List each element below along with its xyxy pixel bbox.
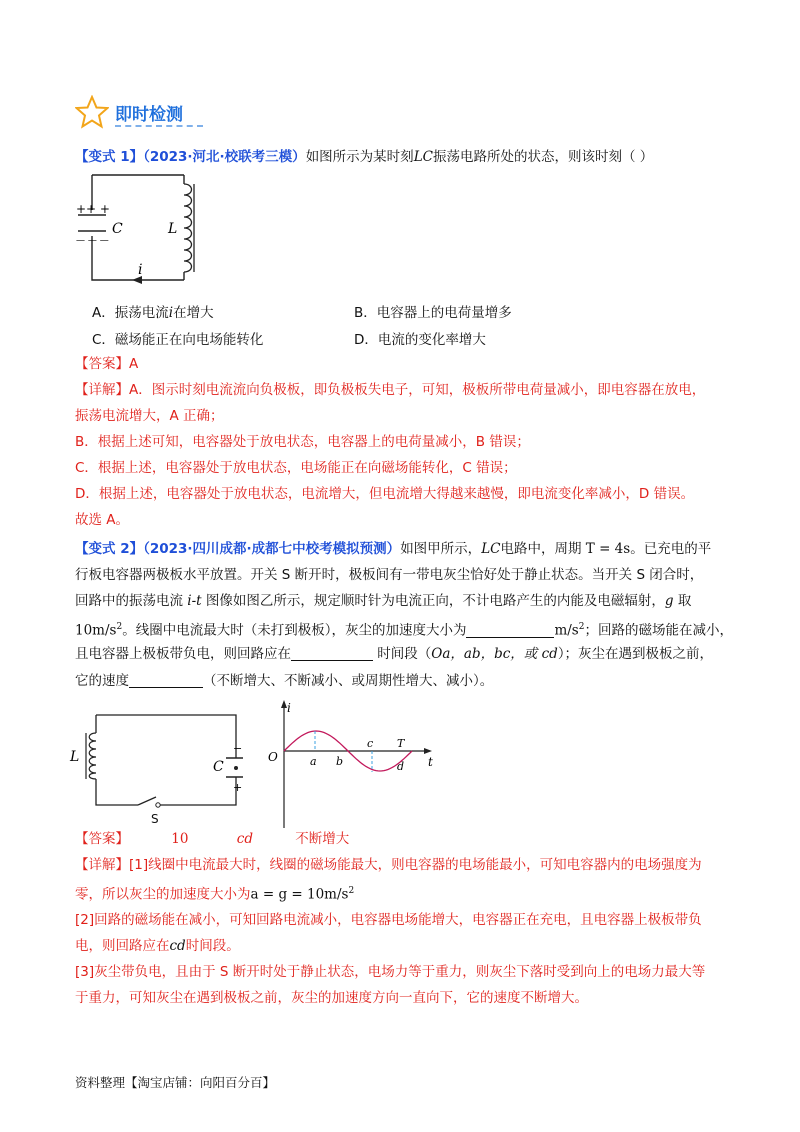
- q2-detail-1-text: [1]线圈中电流最大时，线圈的磁场能最大，则电容器的电场能最小，可知电容器内的电场强度为: [129, 857, 702, 873]
- q2-l4-sup2: 2: [578, 622, 585, 632]
- q2-point-b: b: [336, 755, 344, 768]
- q1-detail-1-text: A．图示时刻电流流向负极板，即负极板失电子，可知，极板所带电荷量减小，即电容器在放电，: [129, 382, 706, 398]
- q2-answer: [75, 830, 349, 848]
- q2-l6-b: （不断增大、不断减小、或周期性增大、减小）。: [203, 673, 494, 689]
- q2-label-l: L: [70, 749, 80, 765]
- q2-source: （2023·四川成都·成都七中校考模拟预测）: [143, 541, 401, 557]
- q1-option-a: [92, 301, 214, 321]
- q2-answer-2: cd: [236, 831, 253, 847]
- q2-point-a: a: [310, 755, 317, 768]
- q2-detail-3: [2]回路的磁场能在减小，可知回路电流减小，电容器电场能增大，电容器正在充电，且电容器上极板带负: [75, 912, 702, 928]
- q2-label-plus: +: [233, 781, 243, 794]
- q1-stem-text: 如图所示为某时刻: [305, 149, 414, 165]
- q2-point-d: d: [397, 760, 405, 773]
- q1-detail-2: 振荡电流增大，A 正确；: [75, 408, 224, 424]
- q1-answer: [75, 355, 138, 373]
- q1-detail-5: D．根据上述，电容器处于放电状态，电流增大，但电流增大得越来越慢，即电流变化率减小，D 错误。: [75, 486, 695, 502]
- q2-blank-2[interactable]: [291, 646, 373, 661]
- q2-l6-a: 它的速度: [75, 673, 129, 689]
- q2-detail-4-text-b: 时间段。: [185, 938, 240, 954]
- q2-l5-a: 且电容器上极板带负电，则回路应在: [75, 646, 291, 662]
- q2-axis-i: i: [287, 701, 291, 715]
- q2-detail-4-text: 电，则回路应在: [75, 938, 170, 954]
- q2-detail-4: [75, 937, 240, 955]
- q2-detail-5: [3]灰尘带负电，且由于 S 断开时处于静止状态，电场力等于重力，则灰尘下落时受到向上的电场力最大等: [75, 964, 706, 980]
- q2-l3-b: 图像如图乙所示，规定顺时针为电流正向，不计电路产生的内能及电磁辐射，: [201, 593, 665, 609]
- q2-l4-c: ；回路的磁场能在减小，: [584, 622, 733, 639]
- q1-option-b: B．电容器上的电荷量增多: [354, 305, 512, 321]
- q2-l1-c: 。已充电的平: [630, 541, 712, 557]
- q1-option-a-text-b: 在增大: [173, 305, 214, 321]
- q2-detail-2-eq: a = g = 10m/s: [250, 886, 349, 903]
- q2-l3-g: g: [664, 593, 674, 609]
- q2-point-c: c: [367, 737, 374, 750]
- q2-blank-1[interactable]: [466, 623, 554, 638]
- q1-option-c: C．磁场能正在向电场能转化: [92, 332, 264, 348]
- q2-label-c: C: [213, 759, 224, 775]
- q2-l5-c: ）；灰尘在遇到极板之前，: [557, 646, 714, 662]
- q1-label-i: i: [138, 262, 143, 278]
- q2-circuit-figure: [68, 705, 243, 810]
- q2-blank-3[interactable]: [129, 673, 203, 688]
- q2-l4-a: 10m/s: [75, 622, 117, 639]
- q2-detail-label: 【详解】: [75, 857, 129, 873]
- section-header: [75, 95, 205, 131]
- q2-it-graph: [262, 698, 437, 838]
- q1-circuit-figure: [72, 170, 212, 285]
- q1-stem: [75, 148, 653, 166]
- q2-line-2: 行板电容器两极板水平放置。开关 S 断开时，极板间有一带电灰尘恰好处于静止状态。当开关 S 闭合时，: [75, 567, 704, 583]
- q2-l3-a: 回路中的振荡电流: [75, 593, 188, 609]
- q1-source: （2023·河北·校联考三模）: [143, 149, 306, 165]
- q2-l5-opts: Oa，ab，bc，或 cd: [431, 646, 558, 662]
- q1-minus-signs: — — —: [76, 236, 109, 246]
- q2-answer-label: 【答案】: [75, 831, 129, 847]
- q2-detail-2: [75, 882, 354, 904]
- q2-detail-1: [75, 856, 702, 874]
- q2-l4-sup: 2: [116, 622, 123, 632]
- q2-l4-b: 。线圈中电流最大时（未打到极板），灰尘的加速度大小为: [122, 622, 467, 639]
- q2-period-t: T: [397, 737, 405, 750]
- section-title: 即时检测: [115, 105, 183, 125]
- q1-plus-signs: ++ +: [76, 202, 110, 216]
- q2-period: T = 4s: [585, 541, 631, 557]
- q2-l4-unit: m/s: [554, 622, 579, 639]
- q2-l5-b: 时间段（: [373, 646, 432, 662]
- q2-axis-t: t: [428, 755, 433, 769]
- q1-answer-label: 【答案】: [75, 356, 129, 372]
- q2-line-5: [75, 645, 713, 663]
- q2-l1-b: 电路中，周期: [500, 541, 582, 557]
- q1-answer-value: A: [129, 356, 139, 372]
- q1-option-a-var: i: [168, 305, 174, 321]
- q2-line-3: [75, 592, 691, 610]
- q2-detail-2-sup: 2: [348, 886, 355, 896]
- q2-l1-a: 如图甲所示，: [400, 541, 482, 557]
- q1-option-d: D．电流的变化率增大: [354, 332, 486, 348]
- q2-l1-lc: LC: [481, 541, 501, 557]
- title-underline: [115, 125, 203, 127]
- q1-option-a-text: A．振荡电流: [92, 305, 169, 321]
- q2-detail-4-cd: cd: [169, 938, 186, 954]
- q2-line-6: [75, 672, 493, 690]
- q2-line-4: [75, 618, 733, 640]
- q2-label-s: S: [151, 812, 159, 826]
- q2-detail-2-text: 零，所以灰尘的加速度大小为: [75, 886, 251, 903]
- q2-answer-3: 不断增大: [295, 831, 350, 847]
- q2-label: 【变式 2】: [75, 541, 144, 557]
- q1-detail-label: 【详解】: [75, 382, 129, 398]
- q1-label-l: L: [168, 221, 178, 237]
- star-icon: [75, 95, 109, 129]
- q2-answer-1: 10: [171, 831, 189, 847]
- q1-detail-3: B．根据上述可知，电容器处于放电状态，电容器上的电荷量减小，B 错误；: [75, 434, 530, 450]
- footer-text: 资料整理【淘宝店铺：向阳百分百】: [75, 1075, 276, 1090]
- q2-detail-6: 于重力，可知灰尘在遇到极板之前，灰尘的加速度方向一直向下，它的速度不断增大。: [75, 990, 588, 1006]
- q2-label-minus: −: [233, 742, 243, 755]
- q1-detail-4: C．根据上述，电容器处于放电状态，电场能正在向磁场能转化，C 错误；: [75, 460, 517, 476]
- q1-stem-lc: LC: [413, 149, 433, 165]
- q2-origin-o: O: [268, 750, 278, 764]
- q1-label: 【变式 1】: [75, 149, 144, 165]
- q1-detail-1: [75, 381, 705, 399]
- q2-l3-it: i-t: [187, 593, 202, 609]
- q1-detail-6: 故选 A。: [75, 512, 130, 528]
- q1-stem-text-b: 振荡电路所处的状态，则该时刻（ ）: [432, 149, 654, 165]
- q2-l3-c: 取: [673, 593, 692, 609]
- q1-label-c: C: [112, 221, 123, 237]
- q2-line-1: [75, 540, 711, 558]
